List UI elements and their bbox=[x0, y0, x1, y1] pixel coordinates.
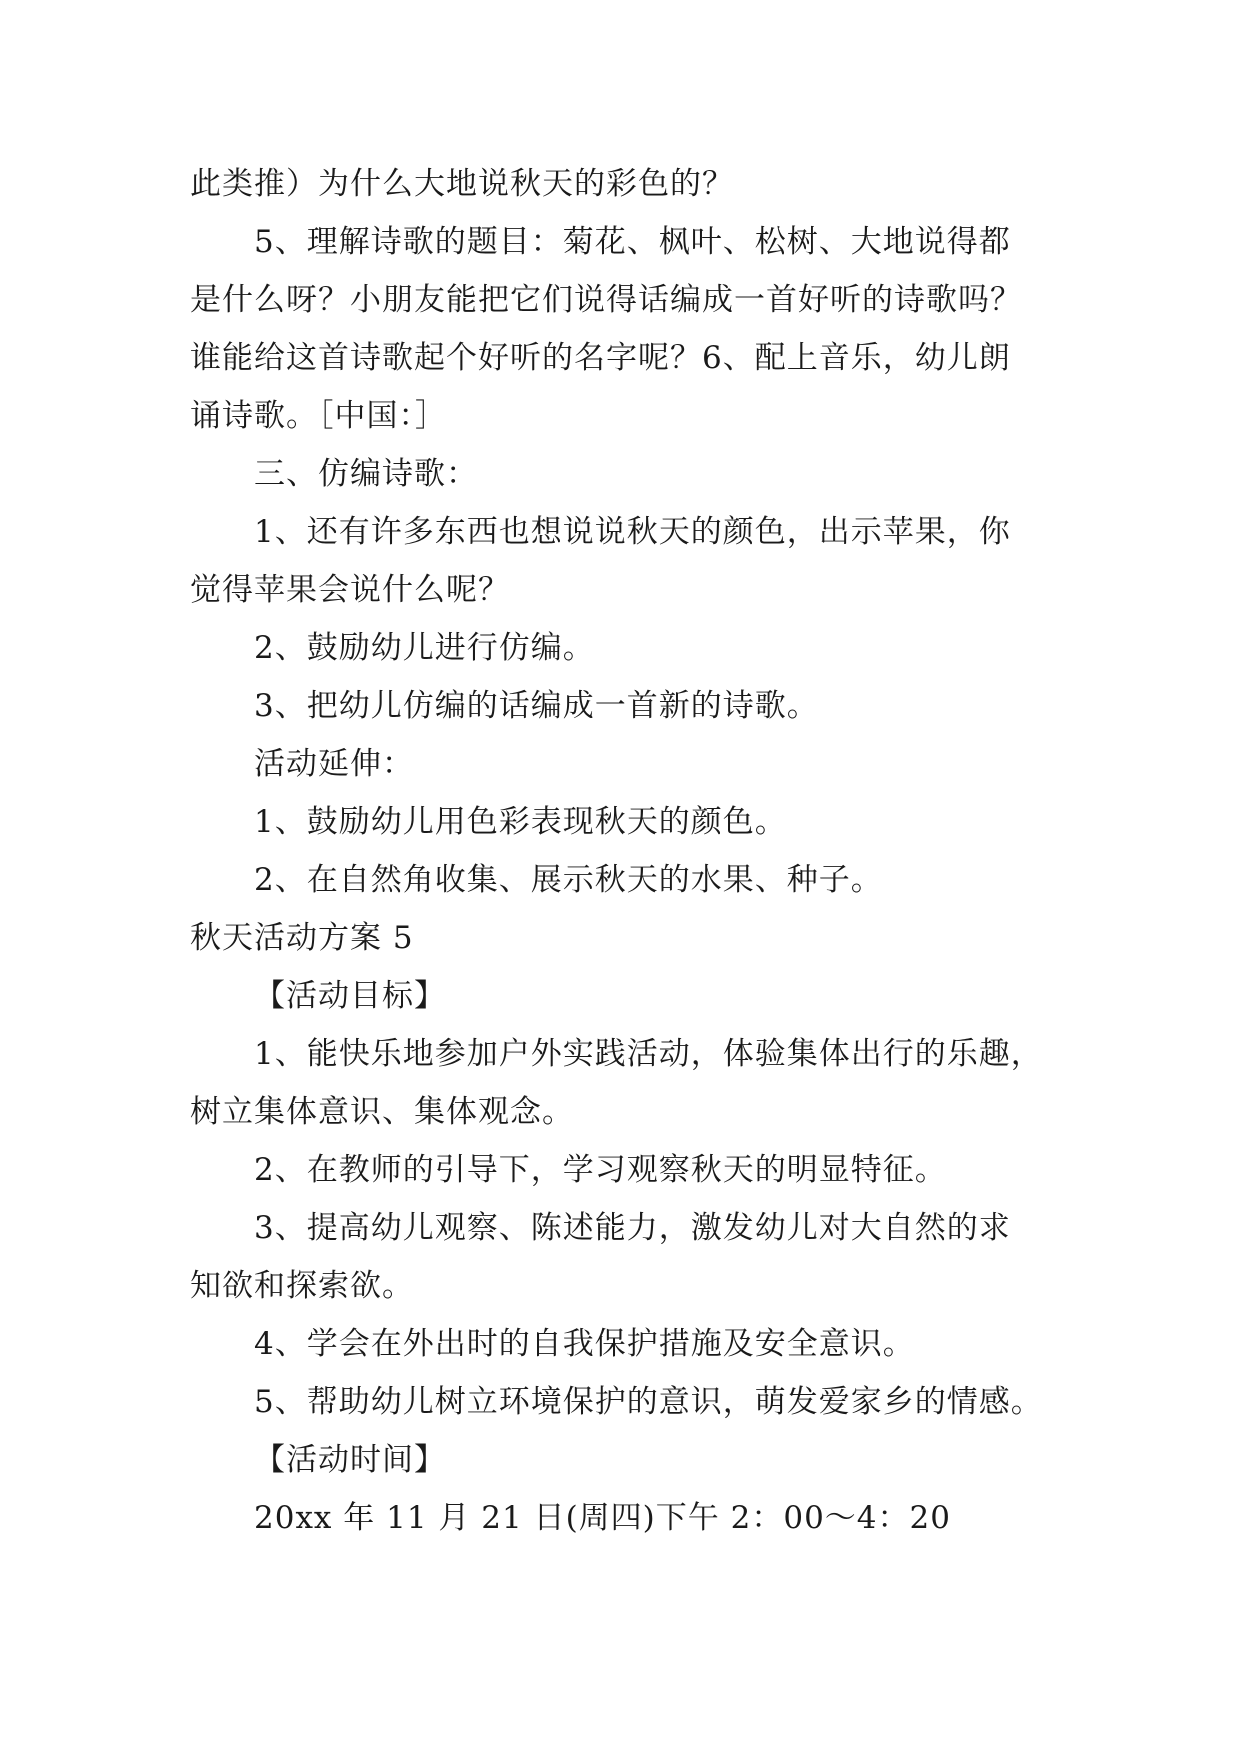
paragraph-line: 诵诗歌。［中国：］ bbox=[190, 398, 447, 434]
paragraph-line: 觉得苹果会说什么呢？ bbox=[190, 572, 510, 608]
paragraph-line: 2、在教师的引导下，学习观察秋天的明显特征。 bbox=[254, 1152, 947, 1188]
paragraph-line: 5、理解诗歌的题目：菊花、枫叶、松树、大地说得都 bbox=[254, 224, 1011, 260]
paragraph-line: 1、还有许多东西也想说说秋天的颜色，出示苹果，你 bbox=[254, 514, 1011, 550]
document-title: 秋天活动方案 5 bbox=[190, 920, 414, 956]
paragraph-line: 1、能快乐地参加户外实践活动，体验集体出行的乐趣， bbox=[254, 1036, 1043, 1072]
paragraph-line: 树立集体意识、集体观念。 bbox=[190, 1094, 574, 1130]
paragraph-line: 5、帮助幼儿树立环境保护的意识，萌发爱家乡的情感。 bbox=[254, 1384, 1043, 1420]
section-heading: 【活动时间】 bbox=[254, 1442, 446, 1478]
paragraph-line: 2、鼓励幼儿进行仿编。 bbox=[254, 630, 595, 666]
paragraph-line: 2、在自然角收集、展示秋天的水果、种子。 bbox=[254, 862, 883, 898]
paragraph-line: 20xx 年 11 月 21 日(周四)下午 2：00～4：20 bbox=[254, 1500, 951, 1536]
paragraph-line: 是什么呀？小朋友能把它们说得话编成一首好听的诗歌吗？ bbox=[190, 282, 1022, 318]
section-heading: 三、仿编诗歌： bbox=[254, 456, 478, 492]
paragraph-line: 1、鼓励幼儿用色彩表现秋天的颜色。 bbox=[254, 804, 787, 840]
paragraph-line: 知欲和探索欲。 bbox=[190, 1268, 414, 1304]
paragraph-line: 3、提高幼儿观察、陈述能力，激发幼儿对大自然的求 bbox=[254, 1210, 1011, 1246]
section-heading: 活动延伸： bbox=[254, 746, 414, 782]
paragraph-line: 3、把幼儿仿编的话编成一首新的诗歌。 bbox=[254, 688, 819, 724]
paragraph-line: 4、学会在外出时的自我保护措施及安全意识。 bbox=[254, 1326, 915, 1362]
paragraph-line: 此类推）为什么大地说秋天的彩色的？ bbox=[190, 166, 734, 202]
paragraph-line: 谁能给这首诗歌起个好听的名字呢？6、配上音乐，幼儿朗 bbox=[190, 340, 1011, 376]
section-heading: 【活动目标】 bbox=[254, 978, 446, 1014]
